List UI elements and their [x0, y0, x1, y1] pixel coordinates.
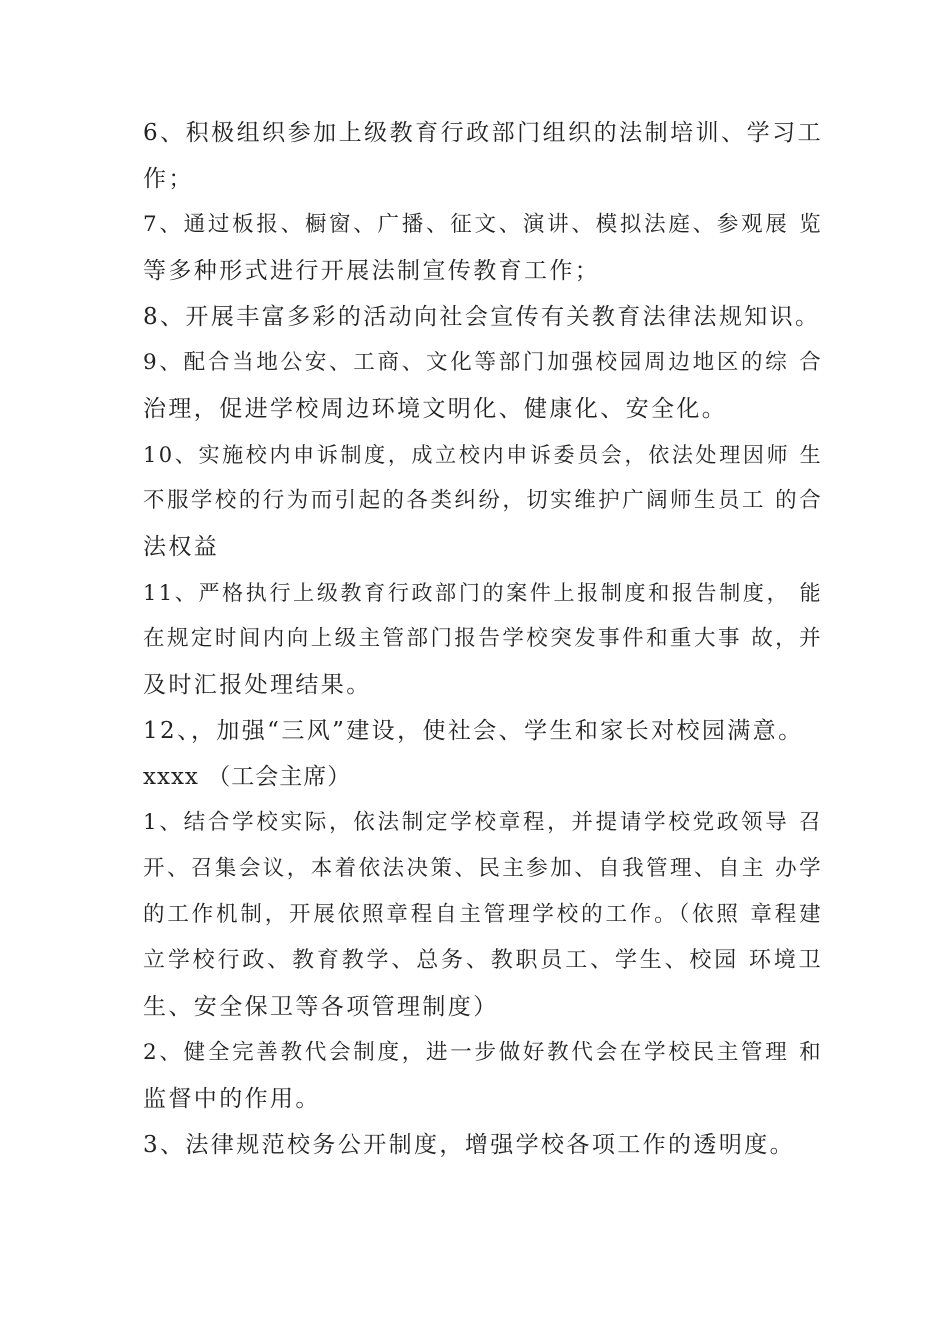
text-line: 等多种形式进行开展法制宣传教育工作； — [143, 258, 601, 284]
text-line: 监督中的作用。 — [143, 1086, 321, 1112]
text-line: 在规定时间内向上级主管部门报告学校突发事件和重大事 故，并 — [143, 626, 823, 651]
text-line: 9、配合当地公安、工商、文化等部门加强校园周边地区的综 合 — [143, 350, 823, 375]
text-line: 11、严格执行上级教育行政部门的案件上报制度和报告制度， 能 — [143, 581, 823, 605]
text-line: 作； — [143, 166, 194, 192]
text-line: 3、法律规范校务公开制度，增强学校各项工作的透明度。 — [143, 1132, 796, 1158]
text-line: 8、开展丰富多彩的活动向社会宣传有关教育法律法规知识。 — [143, 304, 821, 330]
text-line: 6、积极组织参加上级教育行政部门组织的法制培训、学习工 — [143, 120, 823, 146]
text-line: 的工作机制，开展依照章程自主管理学校的工作。（依照 章程建 — [143, 902, 823, 927]
text-line: 及时汇报处理结果。 — [143, 672, 372, 698]
text-line: 治理，促进学校周边环境文明化、健康化、安全化。 — [143, 396, 728, 422]
text-line: 开、召集会议，本着依法决策、民主参加、自我管理、自主 办学 — [143, 856, 823, 881]
section-heading: xxxx （工会主席） — [143, 764, 352, 790]
text-line: 12、，加强“三风”建设，使社会、学生和家长对校园满意。 — [143, 718, 804, 744]
text-line: 2、健全完善教代会制度，进一步做好教代会在学校民主管理 和 — [143, 1040, 823, 1065]
text-line: 立学校行政、教育教学、总务、教职员工、学生、校园 环境卫 — [143, 948, 823, 973]
text-line: 法权益 — [143, 534, 220, 560]
text-line: 10、实施校内申诉制度，成立校内申诉委员会，依法处理因师 生 — [143, 443, 823, 467]
document-body — [143, 110, 823, 1168]
text-line: 7、通过板报、橱窗、广播、征文、演讲、模拟法庭、参观展 览 — [143, 212, 823, 237]
text-line: 不服学校的行为而引起的各类纠纷，切实维护广阔师生员工 的合 — [143, 488, 823, 513]
text-line: 1、结合学校实际，依法制定学校章程，并提请学校党政领导 召 — [143, 810, 823, 835]
text-line: 生、安全保卫等各项管理制度） — [143, 994, 499, 1020]
